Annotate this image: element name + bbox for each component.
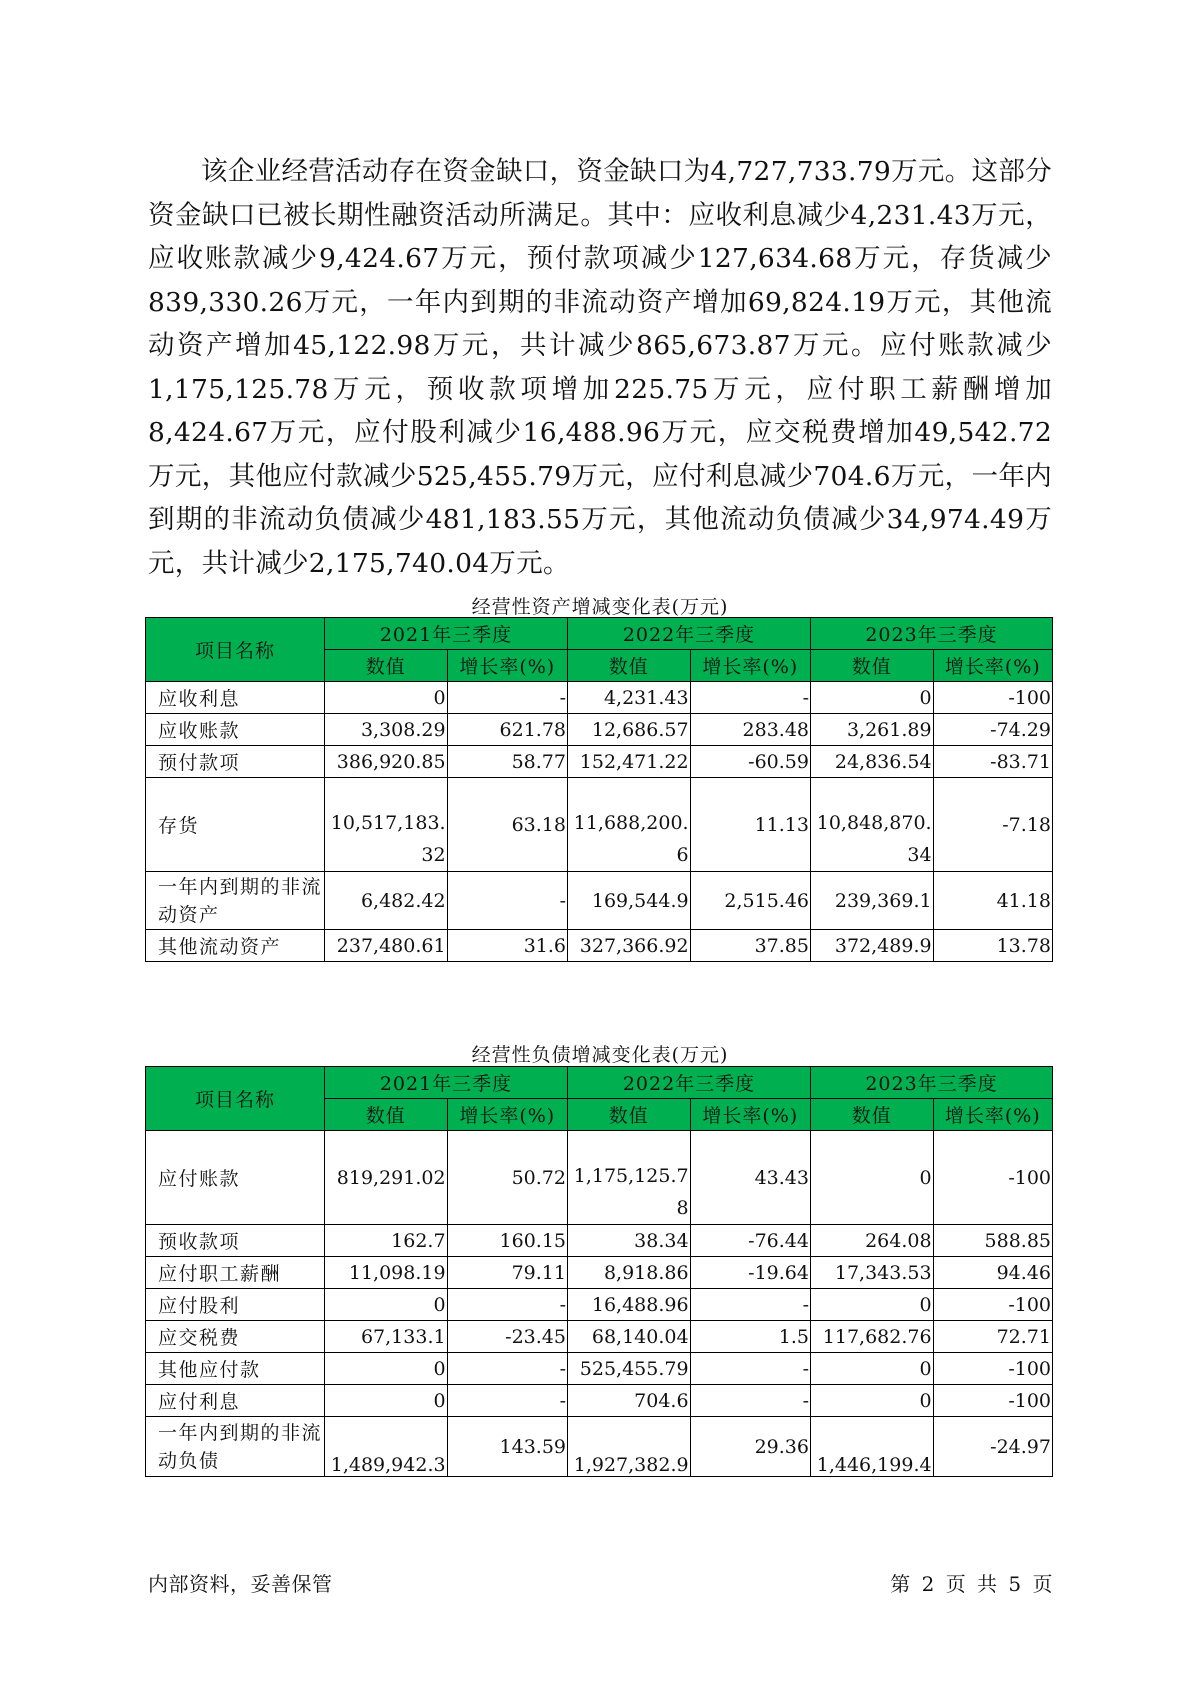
cell-growth: -60.59	[690, 746, 810, 778]
cell-growth: -76.44	[690, 1225, 810, 1257]
cell-growth: -100	[933, 1289, 1052, 1321]
cell-growth: -	[447, 1353, 567, 1385]
cell-value: 16,488.96	[568, 1289, 691, 1321]
cell-growth: 621.78	[447, 714, 567, 746]
table-row	[146, 682, 1053, 714]
cell-growth: -7.18	[933, 778, 1052, 872]
table-header-row	[146, 1067, 1053, 1099]
cell-value: 38.34	[568, 1225, 691, 1257]
cell-growth: -	[690, 682, 810, 714]
row-name: 存货	[146, 778, 325, 872]
cell-growth: -23.45	[447, 1321, 567, 1353]
cell-value: 11,098.19	[325, 1257, 448, 1289]
cell-value: 0	[811, 1289, 934, 1321]
cell-value: 0	[811, 1385, 934, 1417]
cell-growth: 58.77	[447, 746, 567, 778]
table-row	[146, 778, 1053, 872]
row-name: 应付账款	[146, 1131, 325, 1225]
assets-table-caption: 经营性资产增减变化表(万元)	[471, 596, 729, 618]
table-row	[146, 930, 1053, 962]
cell-growth: 588.85	[933, 1225, 1052, 1257]
header-value: 数值	[325, 650, 448, 682]
cell-growth: -100	[933, 1353, 1052, 1385]
cell-value: 372,489.9	[811, 930, 934, 962]
header-period-2021: 2021年三季度	[325, 618, 568, 650]
cell-value: 10,517,183.32	[325, 778, 448, 872]
header-growth: 增长率(%)	[447, 1099, 567, 1131]
table-row	[146, 872, 1053, 930]
header-growth: 增长率(%)	[447, 650, 567, 682]
cell-value: 169,544.9	[568, 872, 691, 930]
cell-growth: 94.46	[933, 1257, 1052, 1289]
table-row	[146, 1417, 1053, 1477]
cell-value: 1,175,125.78	[568, 1131, 691, 1225]
cell-value: 525,455.79	[568, 1353, 691, 1385]
cell-growth: -100	[933, 1131, 1052, 1225]
cell-growth: -	[447, 872, 567, 930]
table-row	[146, 1257, 1053, 1289]
cell-value: 327,366.92	[568, 930, 691, 962]
cell-value: 386,920.85	[325, 746, 448, 778]
cell-value: 152,471.22	[568, 746, 691, 778]
row-name: 一年内到期的非流动资产	[146, 872, 325, 930]
cell-value: 4,231.43	[568, 682, 691, 714]
cell-value: 0	[811, 1131, 934, 1225]
cell-growth: 43.43	[690, 1131, 810, 1225]
cell-growth: -19.64	[690, 1257, 810, 1289]
header-period-2022: 2022年三季度	[568, 618, 811, 650]
cell-value: 3,308.29	[325, 714, 448, 746]
cell-value: 704.6	[568, 1385, 691, 1417]
cell-growth: 143.59	[447, 1417, 567, 1477]
header-growth: 增长率(%)	[933, 1099, 1052, 1131]
header-value: 数值	[811, 1099, 934, 1131]
cell-growth: -74.29	[933, 714, 1052, 746]
cell-growth: 50.72	[447, 1131, 567, 1225]
cell-value: 239,369.1	[811, 872, 934, 930]
row-name: 其他应付款	[146, 1353, 325, 1385]
cell-growth: 31.6	[447, 930, 567, 962]
cell-value: 0	[811, 682, 934, 714]
table-row	[146, 1289, 1053, 1321]
cell-value: 819,291.02	[325, 1131, 448, 1225]
cell-value: 11,688,200.6	[568, 778, 691, 872]
header-period-2021: 2021年三季度	[325, 1067, 568, 1099]
cell-value: 10,848,870.34	[811, 778, 934, 872]
row-name: 预付款项	[146, 746, 325, 778]
header-period-2023: 2023年三季度	[811, 618, 1053, 650]
liabilities-table	[145, 1066, 1053, 1477]
cell-value: 1,446,199.4	[811, 1417, 934, 1477]
cell-growth: 37.85	[690, 930, 810, 962]
cell-value: 8,918.86	[568, 1257, 691, 1289]
cell-growth: -	[447, 1289, 567, 1321]
table-row	[146, 1353, 1053, 1385]
cell-growth: 1.5	[690, 1321, 810, 1353]
header-growth: 增长率(%)	[690, 1099, 810, 1131]
cell-value: 6,482.42	[325, 872, 448, 930]
cell-value: 0	[811, 1353, 934, 1385]
cell-growth: -	[447, 682, 567, 714]
header-value: 数值	[568, 650, 691, 682]
row-name: 应付利息	[146, 1385, 325, 1417]
cell-value: 0	[325, 682, 448, 714]
cell-growth: 2,515.46	[690, 872, 810, 930]
cell-growth: 79.11	[447, 1257, 567, 1289]
row-name: 应付职工薪酬	[146, 1257, 325, 1289]
table-row	[146, 746, 1053, 778]
cell-value: 67,133.1	[325, 1321, 448, 1353]
footer-page-number: 第 2 页 共 5 页	[890, 1572, 1053, 1596]
cell-value: 0	[325, 1289, 448, 1321]
table-row	[146, 714, 1053, 746]
header-period-2023: 2023年三季度	[811, 1067, 1053, 1099]
header-item-name: 项目名称	[146, 1067, 325, 1131]
analysis-paragraph: 该企业经营活动存在资金缺口，资金缺口为4,727,733.79万元。这部分资金缺口已被长期性融资活动所满足。其中：应收利息减少4,231.43万元，应收账款减少9,424.67万元，预付款项减少127,634.68万元，存货减少839,330.26万元，一年内到期的非流动资产增加69,824.19万元，其他流动资产增加45,122.98万元，共计减少865,673.87万元。应付账款减少1,175,125.78万元，预收款项增加225.75万元，应付职工薪酬增加8,424.67万元，应付股利减少16,488.96万元，应交税费增加49,542.72万元，其他应付款减少525,455.79万元，应付利息减少704.6万元，一年内到期的非流动负债减少481,183.55万元，其他流动负债减少34,974.49万元，共计减少2,175,740.04万元。	[148, 156, 1052, 579]
cell-growth: -	[690, 1353, 810, 1385]
cell-growth: -	[447, 1385, 567, 1417]
cell-value: 24,836.54	[811, 746, 934, 778]
cell-value: 0	[325, 1353, 448, 1385]
cell-growth: 41.18	[933, 872, 1052, 930]
cell-growth: 11.13	[690, 778, 810, 872]
cell-value: 162.7	[325, 1225, 448, 1257]
row-name: 应收账款	[146, 714, 325, 746]
cell-value: 3,261.89	[811, 714, 934, 746]
row-name: 应交税费	[146, 1321, 325, 1353]
header-value: 数值	[568, 1099, 691, 1131]
cell-value: 12,686.57	[568, 714, 691, 746]
cell-growth: 13.78	[933, 930, 1052, 962]
cell-growth: 29.36	[690, 1417, 810, 1477]
cell-value: 1,927,382.9	[568, 1417, 691, 1477]
table-row	[146, 1131, 1053, 1225]
cell-growth: 283.48	[690, 714, 810, 746]
cell-value: 237,480.61	[325, 930, 448, 962]
cell-growth: 63.18	[447, 778, 567, 872]
cell-growth: -100	[933, 1385, 1052, 1417]
row-name: 其他流动资产	[146, 930, 325, 962]
table-row	[146, 1225, 1053, 1257]
cell-growth: 72.71	[933, 1321, 1052, 1353]
cell-value: 0	[325, 1385, 448, 1417]
footer-confidential-note: 内部资料，妥善保管	[148, 1572, 333, 1596]
assets-table	[145, 617, 1053, 962]
cell-growth: 160.15	[447, 1225, 567, 1257]
table-row	[146, 1385, 1053, 1417]
header-growth: 增长率(%)	[690, 650, 810, 682]
header-value: 数值	[811, 650, 934, 682]
header-growth: 增长率(%)	[933, 650, 1052, 682]
cell-value: 264.08	[811, 1225, 934, 1257]
cell-growth: -83.71	[933, 746, 1052, 778]
row-name: 一年内到期的非流动负债	[146, 1417, 325, 1477]
cell-value: 1,489,942.3	[325, 1417, 448, 1477]
cell-growth: -	[690, 1289, 810, 1321]
row-name: 应付股利	[146, 1289, 325, 1321]
header-period-2022: 2022年三季度	[568, 1067, 811, 1099]
cell-growth: -	[690, 1385, 810, 1417]
header-value: 数值	[325, 1099, 448, 1131]
cell-growth: -100	[933, 682, 1052, 714]
table-row	[146, 1321, 1053, 1353]
cell-value: 68,140.04	[568, 1321, 691, 1353]
row-name: 预收款项	[146, 1225, 325, 1257]
cell-value: 117,682.76	[811, 1321, 934, 1353]
cell-value: 17,343.53	[811, 1257, 934, 1289]
table-header-row	[146, 618, 1053, 650]
cell-growth: -24.97	[933, 1417, 1052, 1477]
row-name: 应收利息	[146, 682, 325, 714]
header-item-name: 项目名称	[146, 618, 325, 682]
liabilities-table-caption: 经营性负债增减变化表(万元)	[471, 1044, 729, 1066]
